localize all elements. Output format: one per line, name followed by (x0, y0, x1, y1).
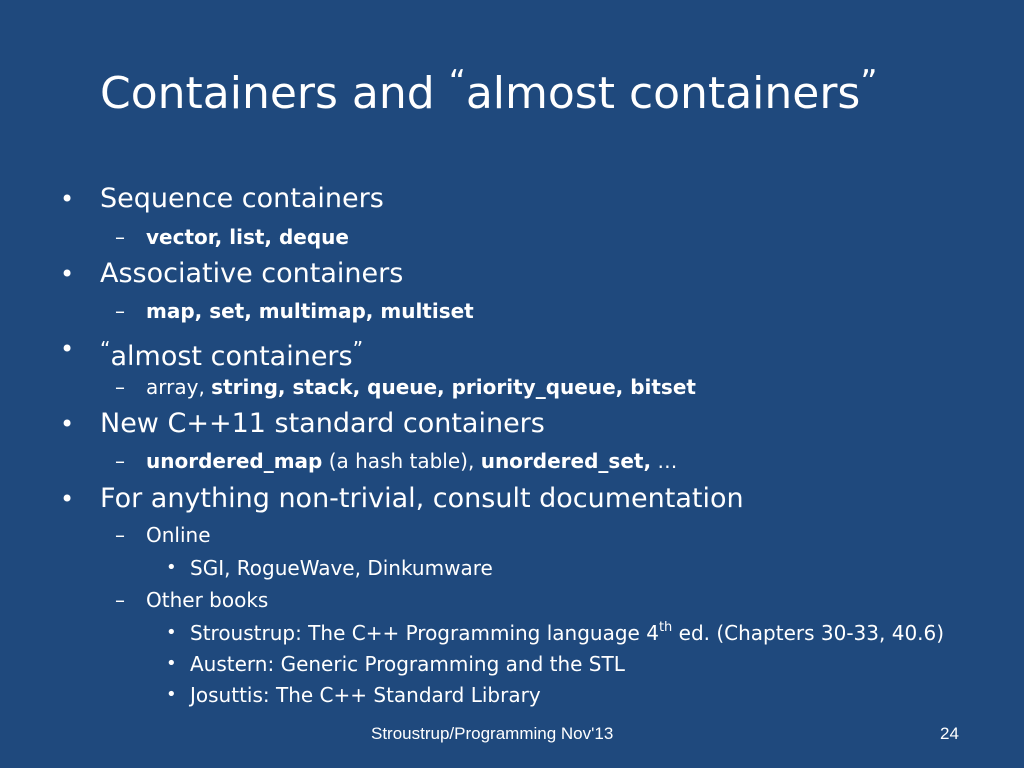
bullet-marker: • (166, 653, 177, 674)
bullet-text: Sequence containers (100, 183, 384, 214)
bullet-marker: • (60, 410, 75, 438)
dash-marker: – (115, 588, 125, 612)
footer-text: Stroustrup/Programming Nov'13 (371, 724, 614, 743)
sub-sub-item-text: Stroustrup: The C++ Programming language 4 (190, 621, 659, 645)
bullet-marker: • (166, 622, 177, 643)
sub-sub-item-stroustrup-book (166, 619, 945, 645)
sub-item-plain-text: Online (146, 523, 211, 547)
page-number: 24 (940, 724, 959, 743)
sub-item-almost-types (115, 375, 696, 399)
slide-title (100, 62, 877, 121)
bullet-text: New C++11 standard containers (100, 408, 545, 439)
sub-sub-item-online-sources (166, 556, 493, 580)
bullet-marker: • (166, 684, 177, 705)
sub-sub-item-josuttis-book (166, 683, 541, 707)
bullet-marker: • (60, 185, 75, 213)
bullet-cpp11-containers (60, 408, 545, 440)
dash-marker: – (115, 449, 125, 473)
sub-item-sequence-types (115, 225, 349, 249)
sub-item-plain-text: (a hash table), (322, 449, 481, 473)
title-close-quote: ” (860, 62, 878, 101)
sub-sub-item-text: Josuttis: The C++ Standard Library (190, 683, 541, 707)
dash-marker: – (115, 375, 125, 399)
sub-item-plain-text: Other books (146, 588, 269, 612)
bullet-sequence-containers (60, 183, 384, 215)
open-quote: “ (100, 337, 111, 361)
sub-item-bold-text: unordered_map (146, 449, 323, 473)
sub-item-associative-types (115, 299, 474, 323)
bullet-marker: • (60, 260, 75, 288)
bullet-text: almost containers (110, 341, 353, 373)
sub-sub-item-austern-book (166, 652, 625, 676)
bullet-consult-documentation (60, 483, 744, 515)
bullet-almost-containers (60, 333, 364, 373)
dash-marker: – (115, 299, 125, 323)
sub-item-bold-text-2: unordered_set, (480, 449, 652, 473)
superscript-th: th (658, 619, 673, 635)
bullet-text: For anything non-trivial, consult documentation (100, 483, 744, 514)
sub-item-bold-text: map, set, multimap, multiset (146, 299, 474, 323)
sub-sub-item-text: Austern: Generic Programming and the STL (190, 652, 625, 676)
sub-item-bold-text: string, stack, queue, priority_queue, bitset (211, 375, 696, 399)
sub-item-other-books (115, 588, 269, 612)
title-open-quote: “ (448, 62, 466, 101)
sub-item-ellipsis: … (651, 449, 678, 473)
bullet-marker: • (60, 335, 75, 363)
bullet-marker: • (60, 485, 75, 513)
sub-item-bold-text: vector, list, deque (146, 225, 349, 249)
sub-item-plain-text: array, (146, 375, 212, 399)
title-prefix: Containers and (100, 67, 449, 119)
sub-sub-item-text: SGI, RogueWave, Dinkumware (190, 556, 493, 580)
bullet-associative-containers (60, 258, 404, 290)
dash-marker: – (115, 225, 125, 249)
sub-item-online (115, 523, 211, 547)
bullet-marker: • (166, 557, 177, 578)
bullet-text: Associative containers (100, 258, 404, 289)
sub-sub-item-text-after: ed. (Chapters 30-33, 40.6) (672, 621, 945, 645)
title-quoted-text: almost containers (465, 67, 861, 119)
close-quote: ” (352, 337, 364, 361)
dash-marker: – (115, 523, 125, 547)
sub-item-unordered-types (115, 449, 678, 473)
